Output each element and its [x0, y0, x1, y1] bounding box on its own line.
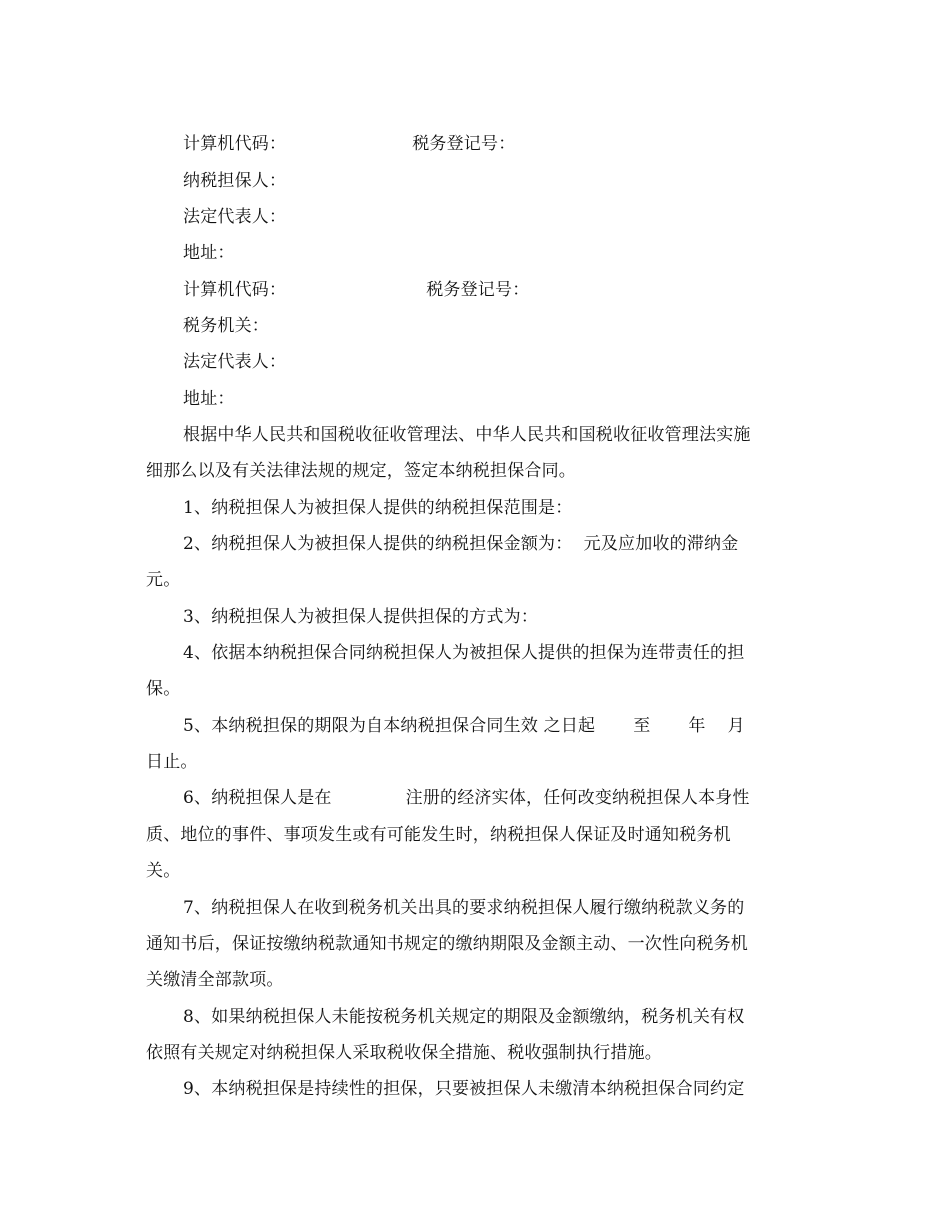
clause-5-to: 至 — [633, 716, 651, 736]
clause-6-text-a: 6、纳税担保人是在 — [183, 788, 332, 808]
clause-5-month: 月 — [727, 716, 745, 736]
authority-legal-rep-label: 法定代表人： — [183, 352, 287, 372]
clause-6-line-2: 质、地位的事件、事项发生或有可能发生时，纳税担保人保证及时通知税务机 — [146, 825, 731, 845]
tax-registration-label: 税务登记号： — [426, 280, 530, 300]
clause-5-year: 年 — [688, 716, 706, 736]
clause-4-line-2: 保。 — [146, 679, 181, 699]
clause-6-text-b: 注册的经济实体，任何改变纳税担保人本身性 — [405, 788, 750, 808]
clause-4-line-1: 4、依据本纳税担保合同纳税担保人为被担保人提供的担保为连带责任的担 — [183, 643, 745, 663]
tax-registration-label: 税务登记号： — [412, 134, 516, 154]
clause-5-text: 5、本纳税担保的期限为自本纳税担保合同生效 之日起 — [183, 716, 596, 736]
guarantor-computer-code-line — [183, 132, 515, 156]
guarantor-address-label: 地址： — [183, 243, 235, 263]
clause-7-line-1: 7、纳税担保人在收到税务机关出具的要求纳税担保人履行缴纳税款义务的 — [183, 898, 745, 918]
clause-5-line-2: 日止。 — [146, 752, 198, 772]
clause-6-line-1 — [183, 786, 750, 810]
guarantor-legal-rep-label: 法定代表人： — [183, 207, 287, 227]
clause-2-line-1: 2、纳税担保人为被担保人提供的纳税担保金额为： 元及应加收的滞纳金 — [183, 534, 739, 554]
authority-address-label: 地址： — [183, 389, 235, 409]
tax-authority-label: 税务机关： — [183, 316, 269, 336]
authority-computer-code-line — [183, 278, 529, 302]
clause-5-line-1 — [183, 714, 745, 738]
clause-8-line-2: 依照有关规定对纳税担保人采取税收保全措施、税收强制执行措施。 — [146, 1043, 662, 1063]
clause-7-line-3: 关缴清全部款项。 — [146, 970, 284, 990]
clause-1: 1、纳税担保人为被担保人提供的纳税担保范围是： — [183, 498, 573, 518]
clause-3: 3、纳税担保人为被担保人提供担保的方式为： — [183, 607, 539, 627]
computer-code-label: 计算机代码： — [183, 134, 287, 154]
clause-7-line-2: 通知书后，保证按缴纳税款通知书规定的缴纳期限及金额主动、一次性向税务机 — [146, 934, 748, 954]
computer-code-label: 计算机代码： — [183, 280, 287, 300]
clause-2-line-2: 元。 — [146, 570, 181, 590]
clause-9-line-1: 9、本纳税担保是持续性的担保，只要被担保人未缴清本纳税担保合同约定 — [183, 1079, 745, 1099]
clause-8-line-1: 8、如果纳税担保人未能按税务机关规定的期限及金额缴纳，税务机关有权 — [183, 1007, 745, 1027]
guarantor-label: 纳税担保人： — [183, 171, 287, 191]
clause-6-line-3: 关。 — [146, 861, 181, 881]
preamble-line-2: 细那么以及有关法律法规的规定，签定本纳税担保合同。 — [146, 461, 576, 481]
preamble-line-1: 根据中华人民共和国税收征收管理法、中华人民共和国税收征收管理法实施 — [183, 425, 751, 445]
